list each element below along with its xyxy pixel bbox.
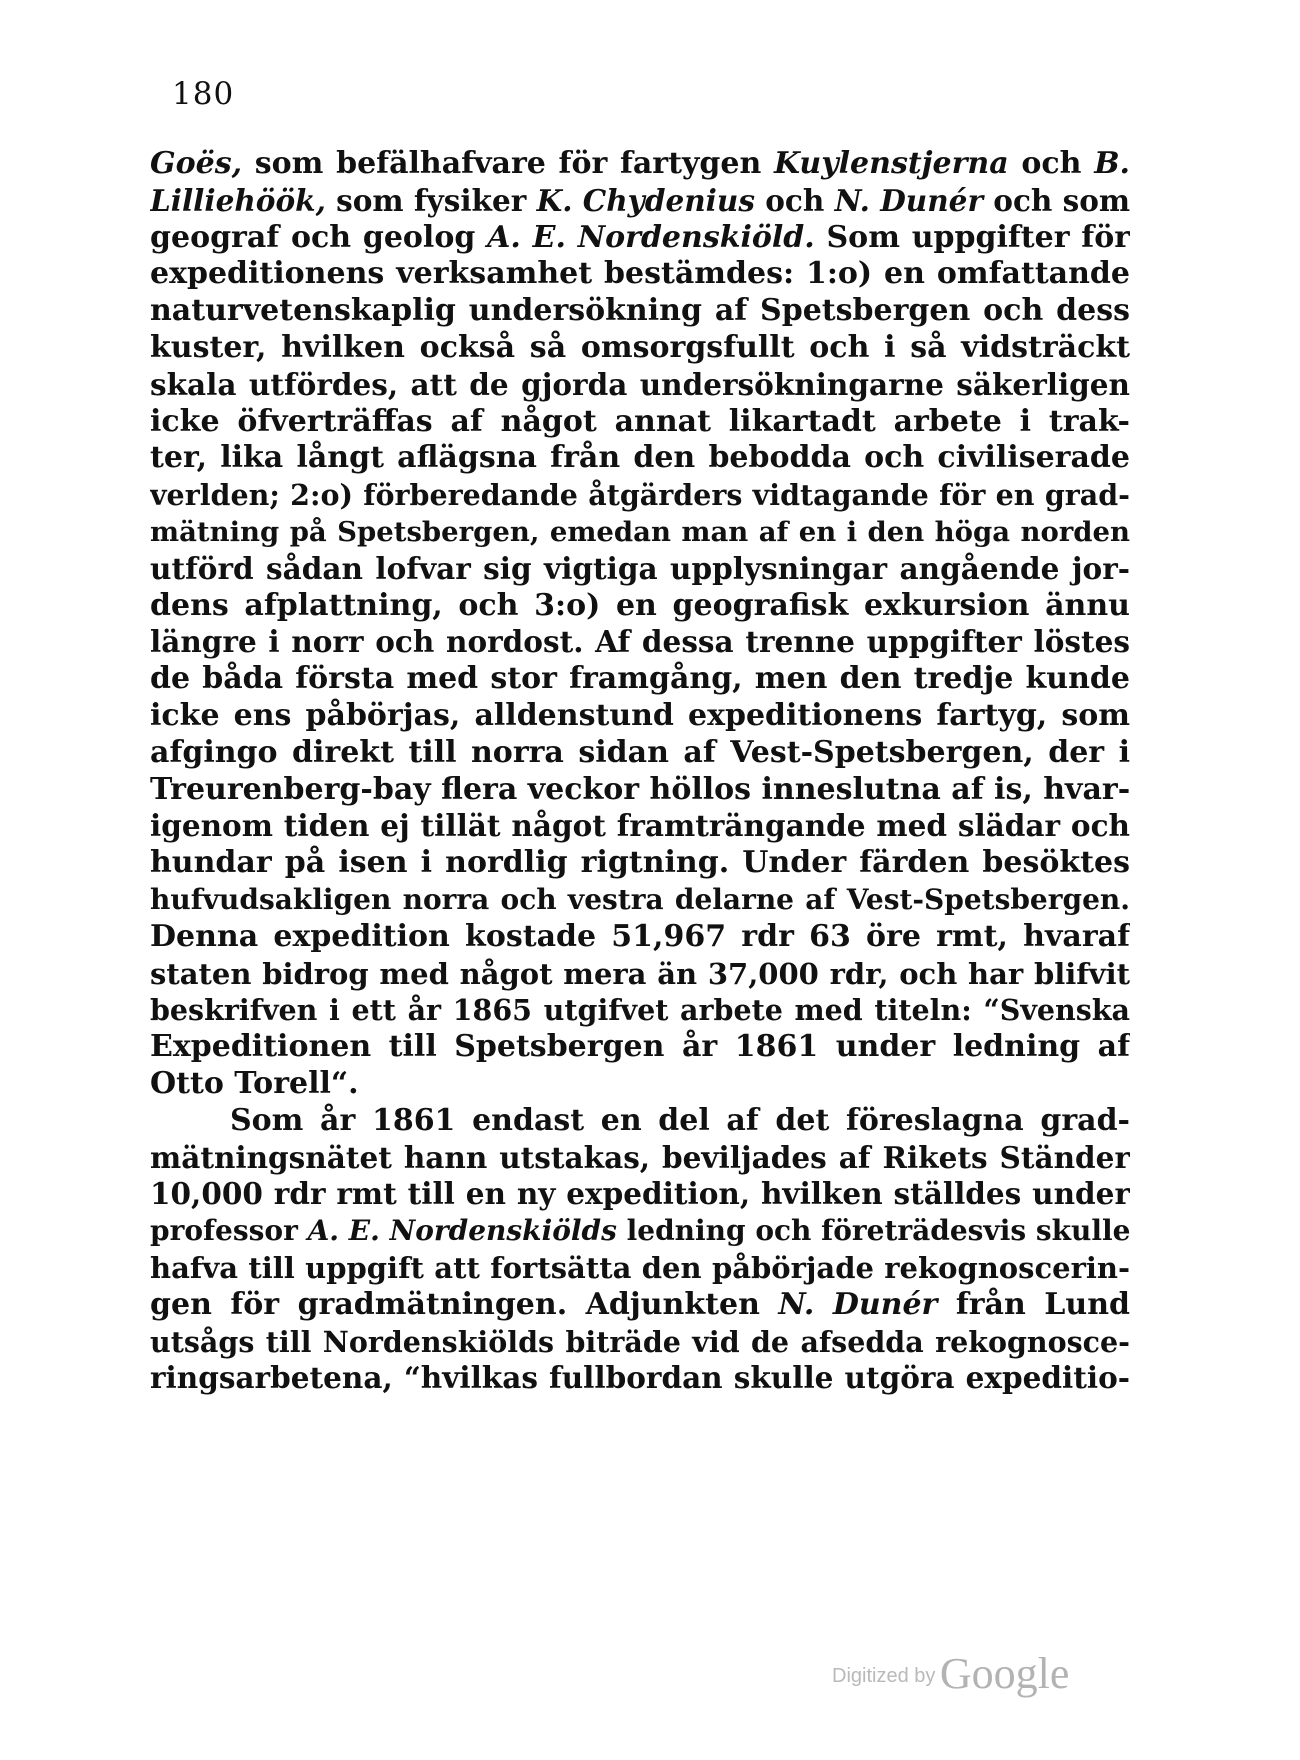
text-line	[150, 1358, 1130, 1398]
text-segment: mätning på Spetsbergen, emedan man af en i den höga norden	[150, 516, 1130, 548]
italic-name: Lilliehöök,	[150, 182, 326, 218]
italic-name: K. Chydenius	[536, 182, 755, 218]
italic-name: B.	[1094, 146, 1130, 181]
text-segment: afgingo direkt till norra sidan af Vest-Spetsbergen, der i	[150, 734, 1130, 770]
text-line	[150, 365, 1130, 405]
text-line	[150, 954, 1130, 994]
text-segment: ter, lika långt aflägsna från den bebodda och civiliserade	[150, 440, 1130, 476]
text-line	[150, 1027, 1130, 1067]
text-segment: staten bidrog med något mera än 37,000 rdr, och har blifvit	[150, 956, 1130, 991]
text-segment: geograf och geolog	[150, 219, 488, 255]
italic-name: N. Dunér	[778, 1286, 938, 1322]
watermark-prefix: Digitized by	[832, 1665, 936, 1687]
text-line	[150, 328, 1130, 368]
text-line	[150, 144, 1130, 184]
text-segment: som befälhafvare för fartygen	[242, 146, 774, 181]
text-line	[150, 917, 1130, 957]
text-segment: Expeditionen till Spetsbergen år 1861 under ledning af	[150, 1029, 1130, 1065]
text-segment: och	[1008, 146, 1095, 181]
text-segment: verlden; 2:o) förberedande åtgärders vidtagande för en grad-	[150, 478, 1130, 513]
italic-name: Goës,	[150, 146, 243, 181]
text-line	[150, 990, 1130, 1030]
text-line	[150, 1211, 1130, 1251]
text-segment: hafva till uppgift att fortsätta den påbörjade rekognoscerin-	[150, 1251, 1130, 1285]
text-segment: utsågs till Nordenskiölds biträde vid de afsedda rekognosce-	[150, 1324, 1130, 1359]
text-line	[150, 549, 1130, 589]
text-segment: Som uppgifter för	[814, 219, 1130, 255]
text-line	[150, 733, 1130, 773]
text-line	[150, 696, 1130, 736]
text-segment: de båda första med stor framgång, men den tredje kunde	[150, 661, 1130, 697]
text-line	[150, 622, 1130, 662]
text-segment: expeditionens verksamhet bestämdes: 1:o) en omfattande	[150, 256, 1130, 292]
text-segment: icke öfverträffas af något annat likartadt arbete i trak-	[150, 403, 1130, 439]
text-line	[150, 181, 1130, 221]
text-line	[150, 843, 1130, 883]
text-segment: Denna expedition kostade 51,967 rdr 63 öre rmt, hvaraf	[150, 918, 1130, 954]
text-line	[150, 586, 1130, 626]
text-line	[150, 880, 1130, 920]
italic-name: A. E. Nordenskiöld.	[487, 219, 815, 255]
text-line	[150, 1248, 1130, 1288]
text-segment: skala utfördes, att de gjorda undersökningarne säkerligen	[150, 366, 1130, 402]
text-line	[150, 1285, 1130, 1325]
text-segment: igenom tiden ej tillät något framträngande med slädar och	[150, 808, 1130, 844]
italic-name: A. E. Nordenskiölds	[307, 1214, 617, 1248]
text-segment: Som år 1861 endast en del af det föreslagna grad-	[230, 1102, 1130, 1138]
google-logo: Google	[939, 1649, 1070, 1698]
digitized-by-watermark	[832, 1648, 1069, 1699]
text-segment: ringsarbetena, “hvilkas fullbordan skulle utgöra expeditio-	[150, 1360, 1130, 1396]
text-line	[150, 770, 1130, 810]
text-segment: Otto Torell“.	[150, 1066, 359, 1101]
text-line	[150, 659, 1130, 699]
text-segment: mätningsnätet hann utstakas, beviljades af Rikets Ständer	[150, 1139, 1130, 1175]
text-segment: utförd sådan lofvar sig vigtiga upplysningar angående jor-	[150, 550, 1130, 586]
text-line	[150, 402, 1130, 442]
text-line	[150, 254, 1130, 294]
text-segment: Treurenberg-bay flera veckor höllos inneslutna af is, hvar-	[150, 771, 1130, 807]
text-line	[150, 218, 1130, 258]
italic-name: N. Dunér	[834, 182, 983, 218]
text-line	[150, 806, 1130, 846]
text-segment: professor	[150, 1214, 308, 1248]
text-segment: som fysiker	[325, 182, 537, 218]
text-line	[230, 1101, 1130, 1141]
text-segment: naturvetenskaplig undersökning af Spetsbergen och dess	[150, 293, 1130, 329]
text-segment: kuster, hvilken också så omsorgsfullt och i så vidsträckt	[150, 330, 1130, 365]
text-segment: hufvudsakligen norra och vestra delarne af Vest-Spetsbergen.	[150, 883, 1130, 916]
text-line	[150, 512, 1130, 552]
text-line	[150, 475, 1130, 515]
page-number: 180	[172, 76, 235, 112]
text-segment: längre i norr och nordost. Af dessa trenne uppgifter löstes	[150, 624, 1130, 660]
italic-name: Kuylenstjerna	[773, 146, 1009, 181]
text-segment: beskrifven i ett år 1865 utgifvet arbete med titeln: “Svenska	[150, 993, 1130, 1028]
text-line	[150, 291, 1130, 331]
text-line	[150, 1322, 1130, 1362]
text-segment: och	[754, 182, 835, 218]
text-line	[150, 1174, 1130, 1214]
text-line	[150, 438, 1130, 478]
text-line	[150, 1064, 1130, 1104]
text-segment: icke ens påbörjas, alldenstund expeditionens fartyg, som	[150, 698, 1130, 733]
text-segment: hundar på isen i nordlig rigtning. Under färden besöktes	[150, 845, 1130, 881]
text-segment: och som	[983, 182, 1130, 218]
text-line	[150, 1138, 1130, 1178]
text-segment: från Lund	[937, 1286, 1130, 1322]
text-segment: 10,000 rdr rmt till en ny expedition, hvilken ställdes under	[150, 1176, 1130, 1212]
text-segment: dens afplattning, och 3:o) en geografisk exkursion ännu	[150, 587, 1130, 623]
text-segment: gen för gradmätningen. Adjunkten	[150, 1286, 779, 1322]
text-segment: ledning och företrädesvis skulle	[616, 1214, 1130, 1248]
